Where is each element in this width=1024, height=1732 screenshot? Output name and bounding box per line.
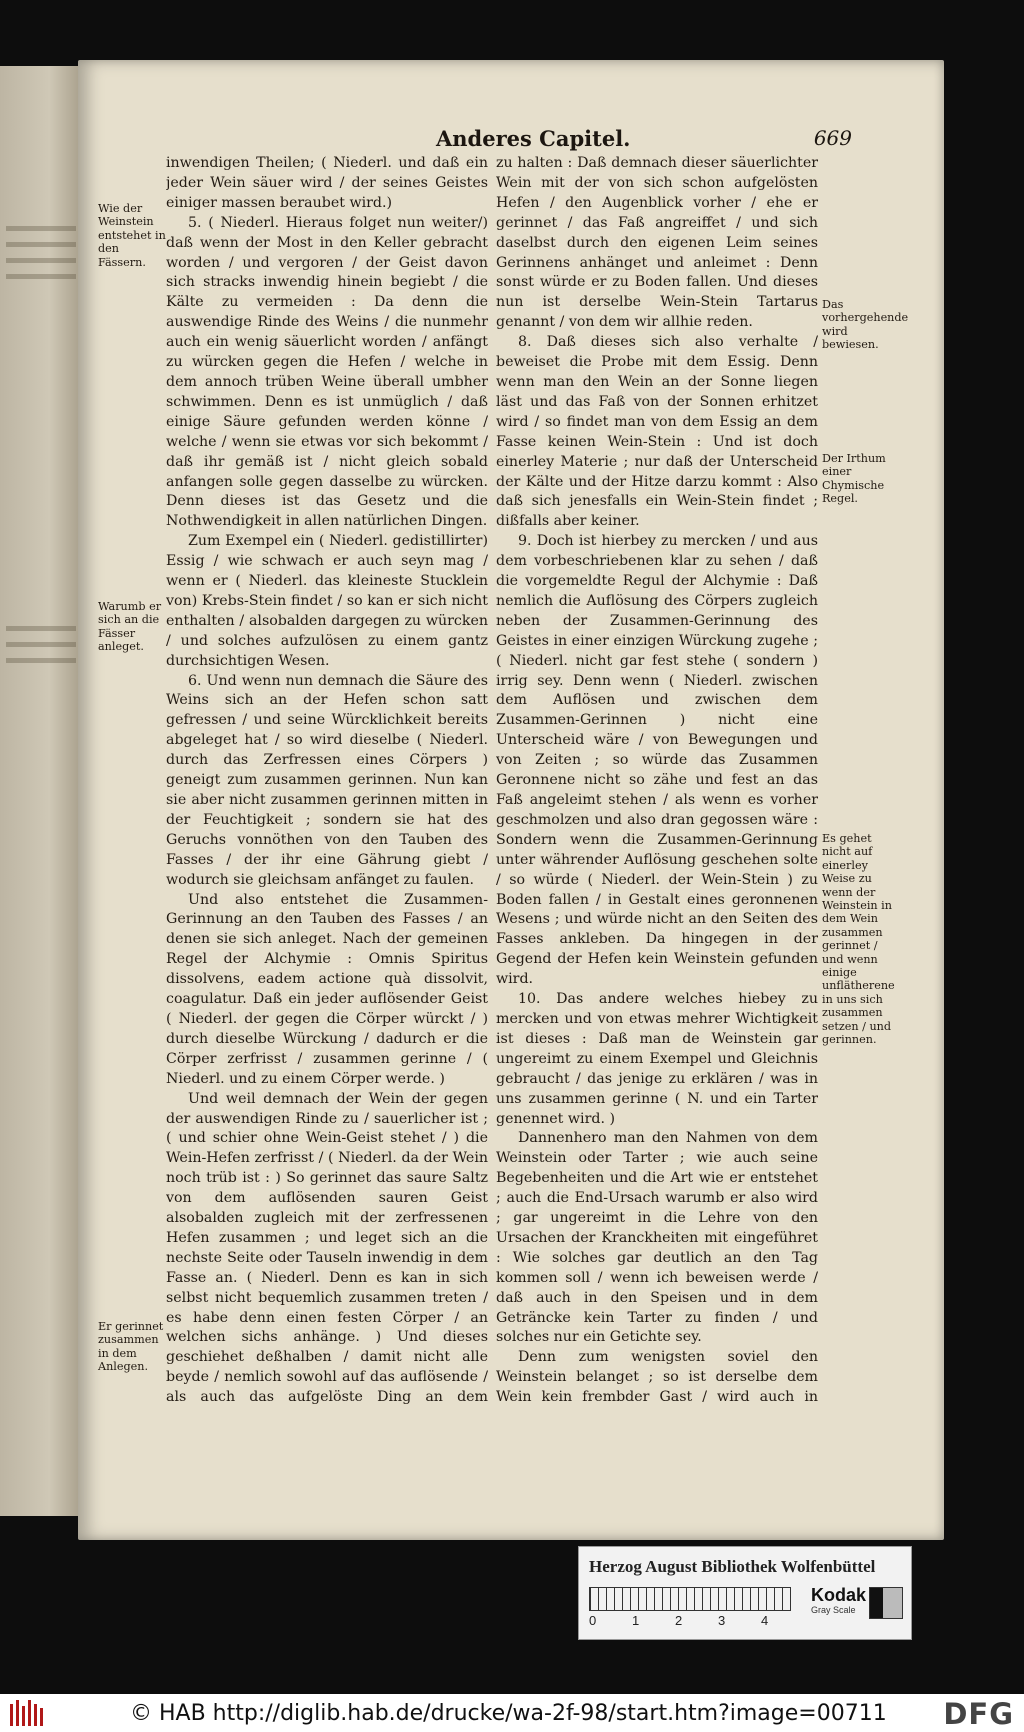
left-paragraph: Und weil demnach der Wein der gegen der auswendigen Rinde zu / sauerlicher ist ; ( und schier ohne Wein-Geist stehet / ) die Wein-Hefen zerfrisst / ( Niederl. da der Wein noch trüb ist : ) So gerinnet das saure Saltz von dem auflösenden sauren Geist alsobalden zugleich mit der zerfressenen Hefen zusammen ; und leget sich an die nechste Seite oder Tauseln inwendig in dem Fasse an. ( Niederl. Denn es kan in sich selbst nicht bequemlich zusammen treten / es habe denn einen festen Cörper / an welchen sichs anhänge. ) Und dieses geschiehet deßhalben / damit nicht alle beyde / nemlich sowohl auf das auflösende / als auch das aufgelöste Ding an dem: [166, 1090, 488, 1406]
right-paragraph: Denn zum wenigsten soviel den Weinstein belanget ; so ist derselbe dem Wein kein frembder Gast / wird auch in: [496, 1349, 818, 1406]
margin-note: Er gerinnet zusammen in dem Anlegen.: [98, 1320, 164, 1374]
gray-scale-label: Gray Scale: [811, 1605, 856, 1615]
margin-note: Es gehet nicht auf einerley Weise zu wenn der Weinstein in dem Wein zusammen gerinnet / und wenn einige unflätherene in uns sich zusammen setzen / und gerinnen.: [822, 832, 895, 1047]
footer-bar: [0, 1694, 1024, 1732]
chapter-title: Anderes Capitel.: [436, 126, 631, 151]
right-paragraph: 8. Daß dieses sich also verhalte / beweiset die Probe mit dem Essig. Denn wenn man den Wein an der Sonne liegen läst und das Faß von der Sonnen erhitzet wird / so findet man von dem Essig an dem Fasse keinen Wein-Stein : Und ist doch einerley Materie ; nur daß der Unterscheid der Kälte und der Hitze darzu kommt : Also daß sich jenesfalls ein Wein-Stein findet ; dißfalls aber keiner.: [496, 334, 818, 530]
previous-page-edge: [0, 66, 82, 1516]
margin-note: Der Irthum einer Chymische Regel.: [822, 452, 886, 506]
right-paragraph: zu halten : Daß demnach dieser säuerlichter Wein mit der von sich schon aufgelösten Hefen / den Augenblick vorher / ehe er gerinnet / das Faß angreiffet / und sich daselbst durch den eigenen Leim seines Gerinnens anhänget und anleimet : Denn sonst würde er zu Boden fallen. Und dieses nun ist derselbe Wein-Stein Tartarus genannt / von dem wir allhie reden.: [496, 155, 818, 331]
left-paragraph: Zum Exempel ein ( Niederl. gedistillirter) Essig / wie schwach er auch seyn mag / wenn er ( Niederl. das kleineste Stucklein von) Krebs-Stein findet / so kan er sich nicht enthalten / alsobalden dargegen zu würcken / und solches aufzulösen zu einem gantz durchsichtigen Wesen.: [166, 533, 488, 669]
ruler-tick-label: 0: [589, 1613, 597, 1628]
right-paragraph: 10. Das andere welches hiebey zu mercken und von etwas mehrer Wichtigkeit ist dieses : Daß man de Weinstein gar ungereimt zu einem Exempel und Gleichnis gebraucht / das jenige zu erklären / was in uns zusammen gerinne ( N. und ein Tarter genennet wird. ): [496, 991, 818, 1127]
left-paragraph: 6. Und wenn nun demnach die Säure des Weins sich an der Hefen schon satt gefressen / und seine Würcklichkeit bereits abgeleget hat / so wird dieselbe ( Niederl. durch das Zerfressen eines Cörpers ) geneigt zum zusammen gerinnen. Nun kan sie aber nicht zusammen gerinnen mitten in der Feuchtigkeit ; sondern sie hat des Geruchs vonnöthen von den Tauben des Fasses / der ihr eine Gährung giebt / wodurch sie gleichsam anfänget zu faulen.: [166, 672, 488, 888]
hab-logo-icon: [10, 1700, 46, 1726]
gray-scale-patch: [869, 1587, 903, 1619]
ruler-tick-label: 3: [718, 1613, 726, 1628]
margin-note: Wie der Weinstein entstehet in den Fässern.: [98, 202, 166, 269]
left-paragraph: Und also entstehet die Zusammen-Gerinnung an den Tauben des Fasses / an denen sie sich anleget. Nach der gemeinen Regel der Alchymie : Omnis Spiritus dissolvens, eadem actione quà dissolvit, coagulatur. Daß ein jeder auflösender Geist ( Niederl. der gegen die Cörper würckt / ) durch dieselbe Würckung / dadurch er die Cörper zerfrisst / zusammen gerinne / ( Niederl. und zu einem Cörper werde. ): [166, 891, 488, 1087]
library-color-label: [578, 1546, 912, 1640]
page-header: [78, 126, 944, 152]
kodak-brand: Kodak: [811, 1585, 867, 1605]
ruler-tick-label: 1: [632, 1613, 640, 1628]
left-paragraph: inwendigen Theilen; ( Niederl. und daß ein jeder Wein säuer wird / der seines Geistes einiger massen beraubet wird.): [166, 155, 488, 211]
left-paragraph: 5. ( Niederl. Hieraus folget nun weiter/) daß wenn der Most in den Keller gebracht worden / und vergoren / der Geist davon sich stracks inwendig hinein begiebt / die Kälte zu vermeiden : Da denn die auswendige Rinde des Weins / die nunmehr auch ein wenig säuerlicht worden / anfängt zu würcken gegen die Hefen / welche in dem annoch trüben Weine überall umbher schwimmen. Denn es ist unmüglich / daß einige Säure gefunden werden könne / welche / wenn sie etwas vor sich bekommt / daß ihr gemäß ist / nicht gleich sobald anfangen solle gegen dasselbe zu würcken. Denn dieses ist das Gesetz und die Nothwendigkeit in allen natürlichen Dingen.: [166, 214, 488, 530]
margin-note: Warumb er sich an die Fässer anleget.: [98, 600, 162, 654]
ruler-tick-label: 2: [675, 1613, 683, 1628]
dfg-logo: DFG: [943, 1697, 1014, 1731]
source-url-link[interactable]: © HAB http://diglib.hab.de/drucke/wa-2f-98/start.htm?image=00711: [130, 1701, 887, 1726]
right-text-column: [496, 154, 818, 1409]
ruler-scale: [589, 1587, 791, 1611]
library-name: Herzog August Bibliothek Wolfenbüttel: [589, 1557, 876, 1576]
ruler-tick-label: 4: [761, 1613, 769, 1628]
page-number: 669: [813, 126, 852, 150]
right-paragraph: Dannenhero man den Nahmen von dem Weinstein oder Tarter ; wie auch seine Begebenheiten und die Art wie er entstehet ; auch die End-Ursach warumb er also wird ; gar ungereimt in die Lehre von den Ursachen der Kranckheiten mit eingeführet : Wie solches gar deutlich an den Tag kommen soll / wenn ich beweisen werde / daß auch in den Speisen und in dem Geträncke kein Tarter zu finden / und solches nur ein Getichte sey.: [496, 1130, 818, 1346]
right-paragraph: 9. Doch ist hierbey zu mercken / und aus dem vorbeschriebenen klar zu sehen / daß die vorgemeldte Regul der Alchymie : Daß nemlich die Auflösung des Cörpers zugleich neben der Zusammen-Gerinnung des Geistes in einer einzigen Würckung zugehe ; ( Niederl. nicht gar fest stehe ( sondern ) irrig sey. Denn wenn ( Niederl. zwischen dem Auflösen und zwischen dem Zusammen-Gerinnen ) nicht eine Unterscheid wäre / von Bewegungen und von Zeiten ; so würde das Zusammen Geronnene nicht so zähe und fest an das Faß angeleimt stehen / als wenn es vorher geschmolzen und also dran gegossen wäre : Sondern wenn die Zusammen-Gerinnung unter währender Auflösung geschehen solte / so würde ( Niederl. der Wein-Stein ) zu Boden fallen / in Gestalt eines geronnenen Wesens ; und würde nicht an den Seiten des Fasses ankleben. Da hingegen in der Gegend der Hefen kein Weinstein gefunden wird.: [496, 533, 818, 988]
margin-note: Das vorhergehende wird bewiesen.: [822, 298, 909, 352]
book-page: [78, 60, 944, 1540]
left-text-column: [166, 154, 488, 1409]
